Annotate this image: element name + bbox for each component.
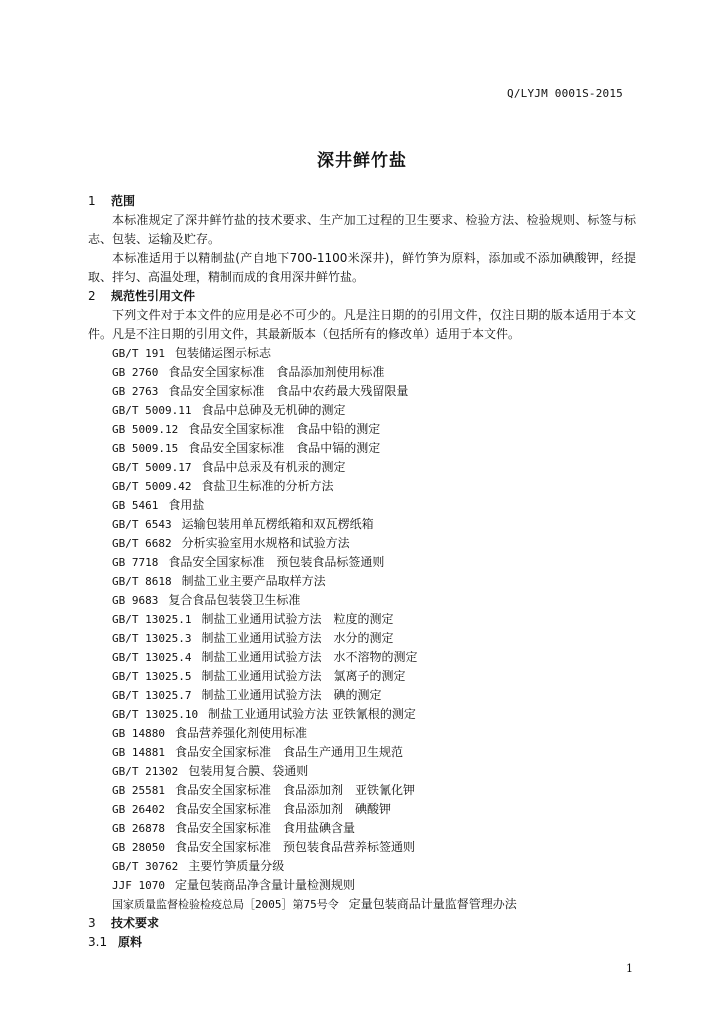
reference-item bbox=[88, 762, 636, 781]
reference-item bbox=[88, 629, 636, 648]
document-title: 深井鲜竹盐 bbox=[317, 151, 407, 171]
subsection-3-1-heading bbox=[88, 933, 636, 952]
reference-item bbox=[88, 857, 636, 876]
reference-item bbox=[88, 553, 636, 572]
paragraph: 本标准适用于以精制盐(产自地下700-1100米深井)，鲜竹笋为原料，添加或不添加碘酸钾，经提取、拌匀、高温处理，精制而成的食用深井鲜竹盐。 bbox=[88, 251, 636, 284]
reference-code: GB/T 8618 bbox=[112, 575, 172, 588]
section-3-heading bbox=[88, 914, 636, 933]
reference-code: GB/T 13025.10 bbox=[112, 708, 199, 721]
reference-item bbox=[88, 458, 636, 477]
reference-title: 制盐工业通用试验方法 水不溶物的测定 bbox=[201, 650, 418, 664]
reference-title: 食品安全国家标准 食品中铅的测定 bbox=[188, 422, 381, 436]
reference-item bbox=[88, 648, 636, 667]
reference-code: GB/T 13025.1 bbox=[112, 613, 192, 626]
reference-item bbox=[88, 515, 636, 534]
reference-item bbox=[88, 439, 636, 458]
section-number: 1 bbox=[88, 194, 96, 208]
page-number: 1 bbox=[626, 962, 633, 975]
reference-code: GB 2763 bbox=[112, 385, 159, 398]
reference-code: 国家质量监督检验检疫总局［2005］第75号令 bbox=[112, 898, 339, 911]
reference-title: 主要竹笋质量分级 bbox=[188, 859, 285, 873]
reference-item bbox=[88, 496, 636, 515]
section-2-heading bbox=[88, 287, 636, 306]
reference-title: 运输包装用单瓦楞纸箱和双瓦楞纸箱 bbox=[181, 517, 374, 531]
reference-code: GB/T 30762 bbox=[112, 860, 179, 873]
reference-item bbox=[88, 895, 636, 914]
reference-code: GB 5461 bbox=[112, 499, 159, 512]
reference-item bbox=[88, 800, 636, 819]
reference-item bbox=[88, 667, 636, 686]
reference-item bbox=[88, 724, 636, 743]
reference-code: GB/T 6543 bbox=[112, 518, 172, 531]
reference-title: 食品安全国家标准 食品中农药最大残留限量 bbox=[168, 384, 409, 398]
reference-code: GB/T 5009.11 bbox=[112, 404, 192, 417]
reference-title: 食盐卫生标准的分析方法 bbox=[201, 479, 334, 493]
reference-code: GB 7718 bbox=[112, 556, 159, 569]
reference-code: GB/T 13025.5 bbox=[112, 670, 192, 683]
reference-title: 食品中总砷及无机砷的测定 bbox=[201, 403, 346, 417]
paragraph: 本标准规定了深井鲜竹盐的技术要求、生产加工过程的卫生要求、检验方法、检验规则、标签与标志、包装、运输及贮存。 bbox=[88, 213, 636, 246]
section-number: 3 bbox=[88, 916, 96, 930]
reference-code: GB/T 5009.42 bbox=[112, 480, 192, 493]
reference-title: 食用盐 bbox=[168, 498, 205, 512]
reference-title: 定量包装商品净含量计量检测规则 bbox=[174, 878, 355, 892]
reference-item bbox=[88, 591, 636, 610]
reference-code: GB 14880 bbox=[112, 727, 165, 740]
section-title: 范围 bbox=[111, 194, 136, 208]
reference-code: GB 5009.15 bbox=[112, 442, 179, 455]
section-number: 2 bbox=[88, 289, 96, 303]
reference-title: 制盐工业主要产品取样方法 bbox=[181, 574, 326, 588]
reference-code: GB 2760 bbox=[112, 366, 159, 379]
section-title: 技术要求 bbox=[111, 916, 160, 930]
reference-title: 食品安全国家标准 食品添加剂 亚铁氰化钾 bbox=[174, 783, 415, 797]
reference-title: 包装储运图示标志 bbox=[174, 346, 271, 360]
subsection-title: 原料 bbox=[118, 935, 143, 949]
reference-code: GB 28050 bbox=[112, 841, 165, 854]
reference-item bbox=[88, 781, 636, 800]
reference-title: 定量包装商品计量监督管理办法 bbox=[348, 897, 517, 911]
reference-title: 食品安全国家标准 食品添加剂使用标准 bbox=[168, 365, 385, 379]
reference-code: GB/T 13025.7 bbox=[112, 689, 192, 702]
reference-code: GB/T 5009.17 bbox=[112, 461, 192, 474]
reference-item bbox=[88, 705, 636, 724]
subsection-number: 3.1 bbox=[88, 935, 108, 949]
reference-code: GB 5009.12 bbox=[112, 423, 179, 436]
section-title: 规范性引用文件 bbox=[111, 289, 196, 303]
reference-item bbox=[88, 876, 636, 895]
reference-code: GB/T 21302 bbox=[112, 765, 179, 778]
reference-title: 制盐工业通用试验方法 氯离子的测定 bbox=[201, 669, 406, 683]
reference-item bbox=[88, 572, 636, 591]
reference-item bbox=[88, 838, 636, 857]
reference-item bbox=[88, 401, 636, 420]
reference-title: 食品安全国家标准 食用盐碘含量 bbox=[174, 821, 355, 835]
reference-title: 包装用复合膜、袋通则 bbox=[188, 764, 309, 778]
reference-item bbox=[88, 363, 636, 382]
reference-item bbox=[88, 420, 636, 439]
reference-title: 食品营养强化剂使用标准 bbox=[174, 726, 307, 740]
reference-code: GB 25581 bbox=[112, 784, 165, 797]
reference-item bbox=[88, 344, 636, 363]
reference-title: 食品安全国家标准 预包装食品营养标签通则 bbox=[174, 840, 415, 854]
reference-title: 复合食品包装袋卫生标准 bbox=[168, 593, 301, 607]
reference-code: GB/T 13025.3 bbox=[112, 632, 192, 645]
reference-title: 制盐工业通用试验方法 粒度的测定 bbox=[201, 612, 394, 626]
reference-code: GB/T 6682 bbox=[112, 537, 172, 550]
reference-item bbox=[88, 382, 636, 401]
document-body bbox=[88, 192, 636, 952]
reference-code: GB 9683 bbox=[112, 594, 159, 607]
reference-title: 分析实验室用水规格和试验方法 bbox=[181, 536, 350, 550]
reference-item bbox=[88, 477, 636, 496]
reference-list bbox=[88, 344, 636, 914]
reference-item bbox=[88, 534, 636, 553]
reference-title: 制盐工业通用试验方法 碘的测定 bbox=[201, 688, 382, 702]
reference-code: GB 26878 bbox=[112, 822, 165, 835]
reference-title: 食品安全国家标准 食品中镉的测定 bbox=[188, 441, 381, 455]
reference-title: 食品安全国家标准 预包装食品标签通则 bbox=[168, 555, 385, 569]
reference-title: 食品安全国家标准 食品添加剂 碘酸钾 bbox=[174, 802, 391, 816]
reference-code: GB 26402 bbox=[112, 803, 165, 816]
reference-code: JJF 1070 bbox=[112, 879, 165, 892]
reference-item bbox=[88, 743, 636, 762]
reference-title: 制盐工业通用试验方法 亚铁氰根的测定 bbox=[208, 707, 416, 721]
reference-code: GB/T 191 bbox=[112, 347, 165, 360]
reference-title: 食品安全国家标准 食品生产通用卫生规范 bbox=[174, 745, 403, 759]
reference-code: GB/T 13025.4 bbox=[112, 651, 192, 664]
standard-code: Q/LYJM 0001S-2015 bbox=[507, 87, 623, 100]
reference-item bbox=[88, 686, 636, 705]
reference-code: GB 14881 bbox=[112, 746, 165, 759]
section-1-heading bbox=[88, 192, 636, 211]
reference-item bbox=[88, 819, 636, 838]
reference-item bbox=[88, 610, 636, 629]
paragraph: 下列文件对于本文件的应用是必不可少的。凡是注日期的的引用文件，仅注日期的版本适用于本文件。凡是不注日期的引用文件，其最新版本（包括所有的修改单）适用于本文件。 bbox=[88, 308, 636, 341]
reference-title: 食品中总汞及有机汞的测定 bbox=[201, 460, 346, 474]
reference-title: 制盐工业通用试验方法 水分的测定 bbox=[201, 631, 394, 645]
